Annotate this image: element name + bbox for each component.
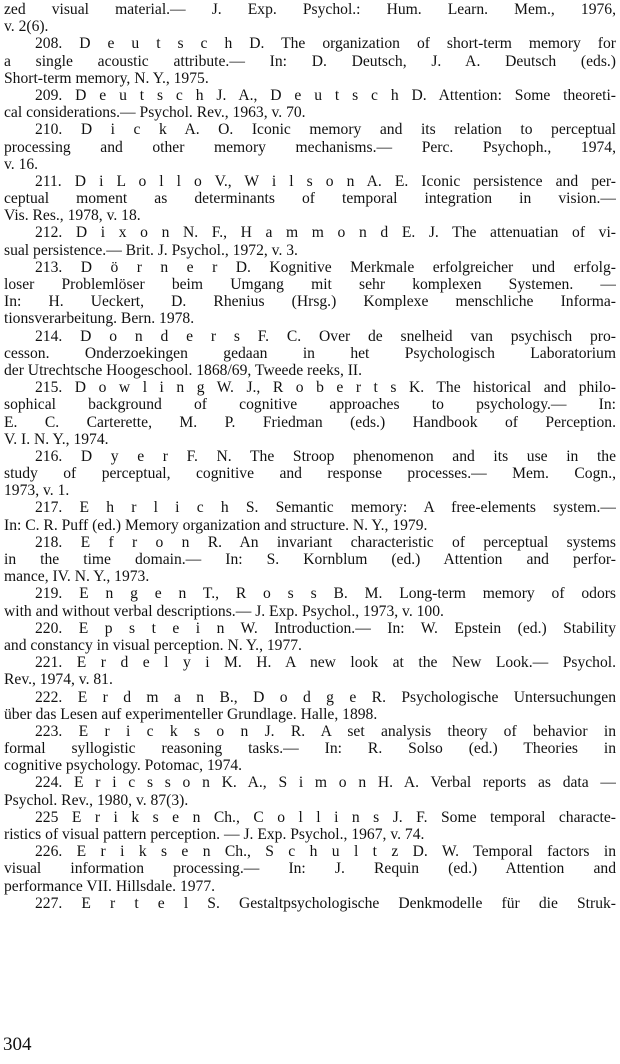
reference-line: In: H. Ueckert, D. Rhenius (Hrsg.) Komplexe menschliche Informa-: [4, 293, 616, 311]
reference-entry-first-line: 213. D ö r n e r D. Kognitive Merkmale erfolgreicher und erfolg-: [35, 258, 616, 276]
reference-line: der Utrechtsche Hoogeschool. 1868/69, Tweede reeks, II.: [4, 361, 363, 379]
reference-entry-first-line: 216. D y e r F. N. The Stroop phenomenon and its use in the: [35, 447, 616, 465]
reference-line: processing and other memory mechanisms.— Perc. Psychoph., 1974,: [4, 138, 616, 156]
reference-entry-first-line: 224. E r i c s s o n K. A., S i m o n H. A. Verbal reports as data —: [35, 774, 616, 792]
reference-entry-first-line: 223. E r i c k s o n J. R. A set analysis theory of behavior in: [35, 722, 616, 740]
reference-line: a single acoustic attribute.— In: D. Deutsch, J. A. Deutsch (eds.): [4, 52, 616, 70]
reference-line: with and without verbal descriptions.— J. Exp. Psychol., 1973, v. 100.: [4, 602, 444, 620]
reference-line: cesson. Onderzoekingen gedaan in het Psychologisch Laboratorium: [4, 344, 616, 362]
reference-line: and constancy in visual perception. N. Y., 1977.: [4, 636, 302, 654]
reference-entry-first-line: 210. D i c k A. O. Iconic memory and its relation to perceptual: [35, 121, 616, 139]
reference-line: sual persistence.— Brit. J. Psychol., 1972, v. 3.: [4, 241, 298, 259]
reference-entry-first-line: 221. E r d e l y i M. H. A new look at the New Look.— Psychol.: [35, 654, 616, 672]
reference-entry-first-line: 227. E r t e l S. Gestaltpsychologische Denkmodelle für die Struk-: [35, 894, 616, 912]
reference-line: study of perceptual, cognitive and response processes.— Mem. Cogn.,: [4, 465, 616, 483]
reference-line: zed visual material.— J. Exp. Psychol.: Hum. Learn. Mem., 1976,: [4, 1, 616, 18]
reference-line: sophical background of cognitive approaches to psychology.— In:: [4, 396, 616, 414]
reference-line: mance, IV. N. Y., 1973.: [4, 568, 150, 586]
reference-line: Psychol. Rev., 1980, v. 87(3).: [4, 791, 189, 809]
reference-line: cognitive psychology. Potomac, 1974.: [4, 757, 243, 775]
bibliography-page: [4, 1, 616, 912]
reference-line: tionsverarbeitung. Bern. 1978.: [4, 310, 195, 328]
reference-line: ceptual moment as determinants of temporal integration in vision.—: [4, 190, 616, 208]
reference-entry-first-line: 214. D o n d e r s F. C. Over de snelheid van psychisch pro-: [35, 327, 616, 345]
reference-line: Vis. Res., 1978, v. 18.: [4, 207, 141, 225]
reference-line: formal syllogistic reasoning tasks.— In: R. Solso (ed.) Theories in: [4, 740, 616, 758]
reference-line: in the time domain.— In: S. Kornblum (ed.) Attention and perfor-: [4, 551, 616, 568]
reference-entry-first-line: 219. E n g e n T., R o s s B. M. Long-term memory of odors: [35, 585, 616, 603]
reference-line: visual information processing.— In: J. Requin (ed.) Attention and: [4, 860, 616, 878]
reference-line: E. C. Carterette, M. P. Friedman (eds.) Handbook of Perception.: [4, 413, 616, 431]
reference-list: [4, 1, 616, 912]
reference-entry-first-line: 211. D i L o l l o V., W i l s o n A. E. Iconic persistence and per-: [35, 172, 616, 190]
reference-line: performance VII. Hillsdale. 1977.: [4, 877, 216, 895]
reference-entry-first-line: 215. D o w l i n g W. J., R o b e r t s K. The historical and philo-: [35, 379, 616, 397]
reference-line: v. 16.: [4, 155, 39, 173]
reference-entry-first-line: 220. E p s t e i n W. Introduction.— In: W. Epstein (ed.) Stability: [35, 619, 616, 637]
reference-entry-first-line: 218. E f r o n R. An invariant characteristic of perceptual systems: [35, 533, 616, 551]
reference-entry-first-line: 222. E r d m a n B., D o d g e R. Psychologische Untersuchungen: [35, 688, 616, 706]
reference-entry-first-line: 209. D e u t s c h J. A., D e u t s c h D. Attention: Some theoreti-: [35, 86, 616, 104]
reference-line: loser Problemlöser beim Umgang mit sehr komplexen Systemen. —: [4, 276, 616, 293]
reference-line: In: C. R. Puff (ed.) Memory organization and structure. N. Y., 1979.: [4, 516, 428, 534]
reference-line: Short-term memory, N. Y., 1975.: [4, 69, 209, 87]
reference-line: cal considerations.— Psychol. Rev., 1963, v. 70.: [4, 104, 306, 122]
reference-line: v. 2(6).: [4, 18, 49, 36]
page-number: 304: [3, 1034, 32, 1055]
reference-line: 1973, v. 1.: [4, 482, 70, 500]
reference-entry-first-line: 217. E h r l i c h S. Semantic memory: A free-elements system.—: [35, 499, 616, 517]
reference-line: V. I. N. Y., 1974.: [4, 430, 109, 448]
reference-entry-first-line: 208. D e u t s c h D. The organization of short-term memory for: [35, 35, 616, 53]
reference-entry-first-line: 226. E r i k s e n Ch., S c h u l t z D. W. Temporal factors in: [35, 843, 616, 861]
reference-line: ristics of visual pattern perception. — J. Exp. Psychol., 1967, v. 74.: [4, 826, 425, 843]
reference-line: Rev., 1974, v. 81.: [4, 671, 113, 689]
reference-entry-first-line: 225 E r i k s e n Ch., C o l l i n s J. F. Some temporal characte-: [35, 808, 616, 826]
reference-line: über das Lesen auf experimenteller Grundlage. Halle, 1898.: [4, 705, 378, 723]
reference-entry-first-line: 212. D i x o n N. F., H a m m o n d E. J. The attenuatian of vi-: [35, 224, 616, 242]
